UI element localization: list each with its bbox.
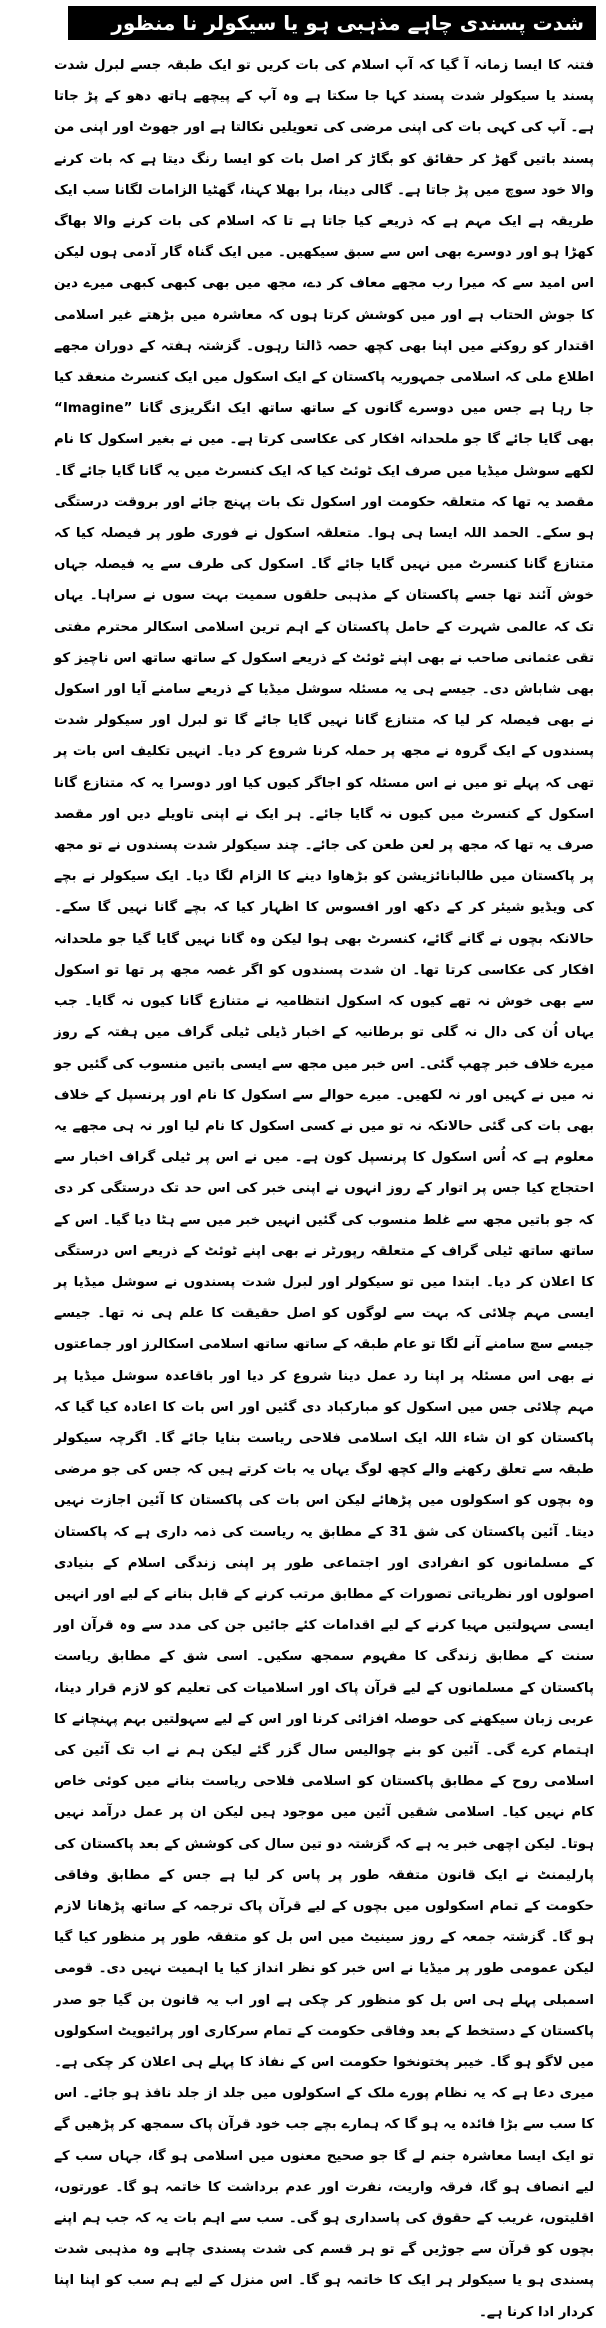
headline-banner bbox=[68, 6, 596, 40]
headline: شدت پسندی چاہے مذہبی ہو یا سیکولر نا منظور bbox=[111, 11, 584, 35]
article-body bbox=[54, 50, 594, 2328]
article-paragraph: فتنہ کا ایسا زمانہ آ گیا کہ آپ اسلام کی بات کریں تو ایک طبقہ جسے لبرل شدت پسند یا سیکولر شدت پسند کہا جا سکتا ہے وہ آپ کے پیچھے ہاتھ دھو کے پڑ جاتا ہے۔ آپ کی کہی بات کی اپنی مرضی کی تعویلیں نکالتا ہے اور جھوٹ اور اپنی من پسند باتیں گھڑ کر حقائق کو بگاڑ کر اصل بات کو ایسا رنگ دیتا ہے کہ بات کرنے والا خود سوچ میں پڑ جاتا ہے۔ گالی دینا، برا بھلا کہنا، گھٹیا الزامات لگانا سب ایک طریقہ ہے ایک مہم ہے کہ ذریعے کیا جاتا ہے تا کہ اسلام کی بات کرنے والا بھاگ کھڑا ہو اور دوسرے بھی اس سے سبق سیکھیں۔ میں ایک گناہ گار آدمی ہوں لیکن اس امید سے کہ میرا رب مجھے معاف کر دے، مجھ میں بھی کبھی کبھی میرے دین کا جوش الحتاب ہے اور میں کوشش کرتا ہوں کہ معاشرہ میں بڑھتے غیر اسلامی اقتدار کو روکنے میں اپنا بھی کچھ حصہ ڈالتا رہوں۔ گزشتہ ہفتہ کے دوران مجھے اطلاع ملی کہ اسلامی جمہوریہ پاکستان کے ایک اسکول میں ایک کنسرٹ منعقد کیا جا رہا ہے جس میں دوسرے گانوں کے ساتھ ساتھ ایک انگریزی گانا ”Imagine“ بھی گایا جائے گا جو ملحدانہ افکار کی عکاسی کرتا ہے۔ میں نے بغیر اسکول کا نام لکھے سوشل میڈیا میں صرف ایک ٹوئٹ کیا کہ ایک کنسرٹ میں یہ گانا گایا جائے گا۔ مقصد یہ تھا کہ متعلقہ حکومت اور اسکول تک بات پہنچ جائے اور بروقت درستگی ہو سکے۔ الحمد اللہ ایسا ہی ہوا۔ متعلقہ اسکول نے فوری طور پر فیصلہ کیا کہ متنازع گانا کنسرٹ میں نہیں گایا جائے گا۔ اسکول کی طرف سے یہ فیصلہ جہاں خوش آئند تھا جسے پاکستان کے مذہبی حلقوں سمیت بہت سوں نے سراہا۔ یہاں تک کہ عالمی شہرت کے حامل پاکستان کے اہم ترین اسلامی اسکالر محترم مفتی تقی عثمانی صاحب نے بھی اپنے ٹوئٹ کے ذریعے اسکول کے ساتھ ساتھ اس ناچیز کو بھی شاباش دی۔ جیسے ہی یہ مسئلہ سوشل میڈیا کے ذریعے سامنے آیا اور اسکول نے بھی فیصلہ کر لیا کہ متنازع گانا نہیں گایا جائے گا تو لبرل اور سیکولر شدت پسندوں کے ایک گروہ نے مجھ پر حملہ کرنا شروع کر دیا۔ انہیں تکلیف اس بات پر تھی کہ پہلے تو میں نے اس مسئلہ کو اجاگر کیوں کیا اور دوسرا یہ کہ متنازع گانا اسکول کے کنسرٹ میں کیوں نہ گایا جائے۔ ہر ایک نے اپنی تاویلے دیں اور مقصد صرف یہ تھا کہ مجھ پر لعن طعن کی جائے۔ چند سیکولر شدت پسندوں نے تو مجھ پر پاکستان میں طالبانائزیشن کو بڑھاوا دینے کا الزام لگا دیا۔ ایک سیکولر نے بچے کی ویڈیو شیئر کر کے دکھ اور افسوس کا اظہار کیا کہ بچے گانا نہیں گا سکے۔ حالانکہ بچوں نے گانے گائے، کنسرٹ بھی ہوا لیکن وہ گانا نہیں گایا گیا جو ملحدانہ افکار کی عکاسی کرتا تھا۔ ان شدت پسندوں کو اگر غصہ مجھ پر تھا تو اسکول سے بھی خوش نہ تھے کیوں کہ اسکول انتظامیہ نے متنازع گانا کیوں نہ گایا۔ جب یہاں اُن کی دال نہ گلی تو برطانیہ کے اخبار ڈیلی ٹیلی گراف میں ہفتہ کے روز میرے خلاف خبر چھپ گئی۔ اس خبر میں مجھ سے ایسی باتیں منسوب کی گئیں جو نہ میں نے کہیں اور نہ لکھیں۔ میرے حوالے سے اسکول کا نام اور پرنسپل کے خلاف بھی بات کی گئی حالانکہ نہ تو میں نے کسی اسکول کا نام لیا اور نہ ہی مجھے یہ معلوم ہے کہ اُس اسکول کا پرنسپل کون ہے۔ میں نے اس پر ٹیلی گراف اخبار سے احتجاج کیا جس پر اتوار کے روز انہوں نے اپنی خبر کی اس حد تک درستگی کر دی کہ جو باتیں مجھ سے غلط منسوب کی گئیں انہیں خبر میں سے ہٹا دیا گیا۔ اس کے ساتھ ساتھ ٹیلی گراف کے متعلقہ رپورٹر نے بھی اپنے ٹوئٹ کے ذریعے اس درستگی کا اعلان کر دیا۔ ابتدا میں تو سیکولر اور لبرل شدت پسندوں نے سوشل میڈیا پر ایسی مہم چلائی کہ بہت سے لوگوں کو اصل حقیقت کا علم ہی نہ تھا۔ جیسے جیسے سچ سامنے آنے لگا تو عام طبقہ کے ساتھ ساتھ اسلامی اسکالرز اور جماعتوں نے بھی اس مسئلہ پر اپنا رد عمل دینا شروع کر دیا اور باقاعدہ سوشل میڈیا پر مہم چلائی جس میں اسکول کو مبارکباد دی گئیں اور اس بات کا اعادہ کیا گیا کہ پاکستان کو ان شاء اللہ ایک اسلامی فلاحی ریاست بنایا جائے گا۔ اگرچہ سیکولر طبقہ سے تعلق رکھنے والے کچھ لوگ یہاں یہ بات کرتے ہیں کہ جس کی جو مرضی وہ بچوں کو اسکولوں میں پڑھائے لیکن اس بات کی پاکستان کا آئین اجازت نہیں دیتا۔ آئین پاکستان کی شق 31 کے مطابق یہ ریاست کی ذمہ داری ہے کہ پاکستان کے مسلمانوں کو انفرادی اور اجتماعی طور پر اپنی زندگی اسلام کے بنیادی اصولوں اور نظریاتی تصورات کے مطابق مرتب کرنے کے قابل بنانے کے لیے اور انہیں ایسی سہولتیں مہیا کرنے کے لیے اقدامات کئے جائیں جن کی مدد سے وہ قرآن اور سنت کے مطابق زندگی کا مفہوم سمجھ سکیں۔ اسی شق کے مطابق ریاست پاکستان کے مسلمانوں کے لیے قرآن پاک اور اسلامیات کی تعلیم کو لازم قرار دینا، عربی زبان سیکھنے کی حوصلہ افزائی کرنا اور اس کے لیے سہولتیں بہم پہنچانے کا اہتمام کرے گی۔ آئین کو بنے چوالیس سال گزر گئے لیکن ہم نے اب تک آئین کی اسلامی روح کے مطابق پاکستان کو اسلامی فلاحی ریاست بنانے میں کوئی خاص کام نہیں کیا۔ اسلامی شقیں آئین میں موجود ہیں لیکن ان پر عمل درآمد نہیں ہوتا۔ لیکن اچھی خبر یہ ہے کہ گزشتہ دو تین سال کی کوشش کے بعد پاکستان کی پارلیمنٹ نے ایک قانون متفقہ طور پر پاس کر لیا ہے جس کے مطابق وفاقی حکومت کے تمام اسکولوں میں بچوں کے لیے قرآن پاک ترجمہ کے ساتھ پڑھانا لازم ہو گا۔ گزشتہ جمعہ کے روز سینیٹ میں اس بل کو متفقہ طور پر منظور کیا گیا لیکن عمومی طور پر میڈیا نے اس خبر کو نظر انداز کیا یا اہمیت نہیں دی۔ قومی اسمبلی پہلے ہی اس بل کو منظور کر چکی ہے اور اب یہ قانون بن گیا جو صدر پاکستان کے دستخط کے بعد وفاقی حکومت کے تمام سرکاری اور پرائیویٹ اسکولوں میں لاگو ہو گا۔ خیبر پختونخوا حکومت اس کے نفاذ کا پہلے ہی اعلان کر چکی ہے۔ میری دعا ہے کہ یہ نظام پورے ملک کے اسکولوں میں جلد از جلد نافذ ہو جائے۔ اس کا سب سے بڑا فائدہ یہ ہو گا کہ ہمارے بچے جب خود قرآن پاک سمجھ کر پڑھیں گے تو ایک ایسا معاشرہ جنم لے گا جو صحیح معنوں میں اسلامی ہو گا، جہاں سب کے لیے انصاف ہو گا، فرقہ واریت، نفرت اور عدم برداشت کا خاتمہ ہو گا۔ عورتوں، اقلیتوں، غریب کے حقوق کی پاسداری ہو گی۔ سب سے اہم بات یہ کہ جب ہم اپنے بچوں کو قرآن سے جوڑیں گے تو ہر قسم کی شدت پسندی چاہے وہ مذہبی شدت پسندی ہو یا سیکولر ہر ایک کا خاتمہ ہو گا۔ اس منزل کے لیے ہم سب کو اپنا اپنا کردار ادا کرنا ہے۔ bbox=[54, 58, 594, 2320]
